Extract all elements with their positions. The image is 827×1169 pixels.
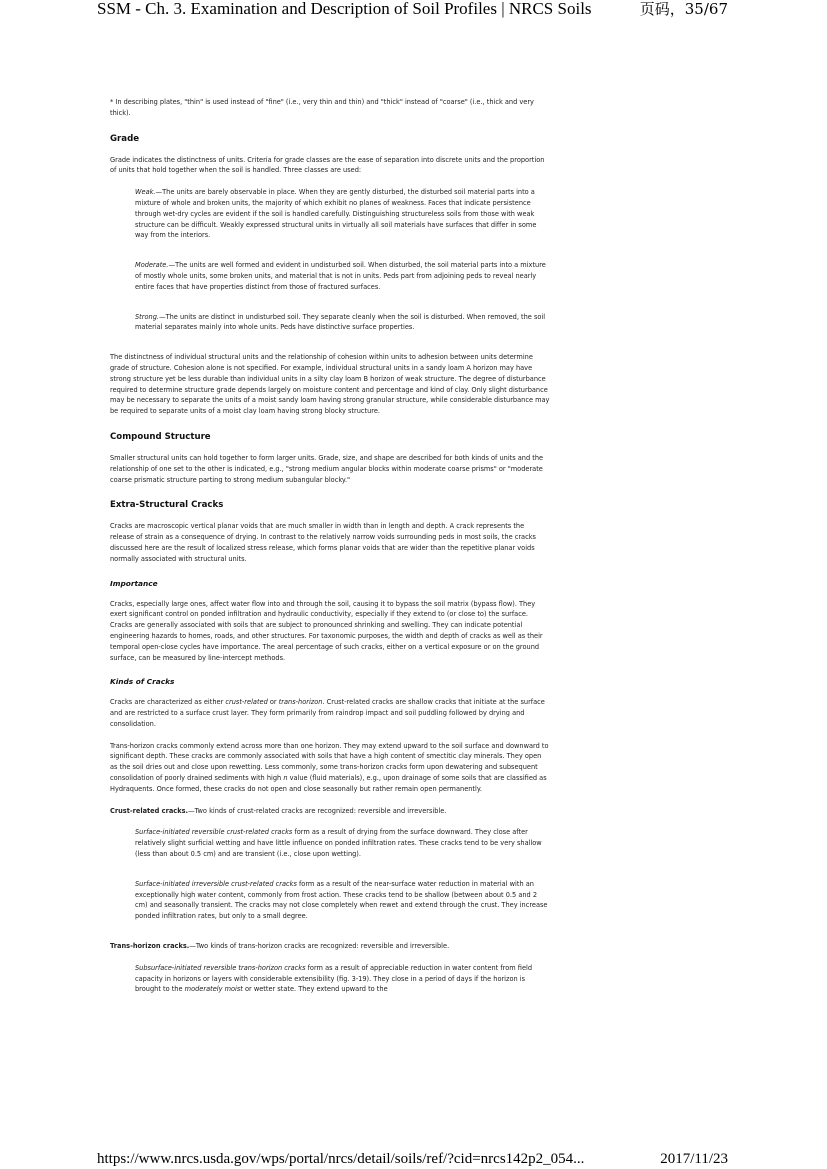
trans-horizon-label: Trans-horizon cracks. — [110, 942, 190, 951]
trans-horizon-label-text: —Two kinds of trans-horizon cracks are recognized: reversible and irreversible. — [189, 942, 450, 951]
n-value: n — [283, 774, 288, 783]
crust-reversible-term: Surface-initiated reversible crust-related cracks — [135, 828, 293, 837]
crust-related-text: —Two kinds of crust-related cracks are recognized: reversible and irreversible. — [188, 806, 447, 815]
crust-related-label: Crust-related cracks. — [110, 806, 189, 815]
page-url: https://www.nrcs.usda.gov/wps/portal/nrcs/detail/soils/ref/?cid=nrcs142p2_054... — [97, 1151, 585, 1167]
crust-related-paragraph — [110, 806, 550, 817]
strong-text: —The units are distinct in undisturbed soil. They separate cleanly when the soil is disturbed. When removed, the soil material separates mainly into whole units. Peds have distinctive surface properties. — [135, 312, 546, 332]
kinds-text — [110, 697, 550, 729]
grade-closing: The distinctness of individual structural units and the relationship of cohesion within units to adhesion between units determine grade of structure. Cohesion alone is not specified. For example, individual structural units in a sandy loam A horizon may have strong structure yet be less durable than individual units in a silty clay loam B horizon of weak structure. The degree of disturbance required to determine structure grade depends largely on moisture content and percentage and kind of clay. Only slight disturbance may be necessary to separate the units of a moist sandy loam having strong granular structure, while considerable disturbance may be required to separate units of a moist clay loam having strong blocky structure. — [110, 353, 550, 416]
kinds-heading: Kinds of Cracks — [110, 677, 175, 687]
importance-heading: Importance — [110, 578, 158, 588]
moderate-text: —The units are well formed and evident in undisturbed soil. When disturbed, the soil material parts into a mixture of mostly whole units, some broken units, and material that is not in units. Peds part from adjoining peds to reveal nearly entire faces that have properties distinct from those of fractured surfaces. — [135, 261, 546, 291]
kinds-text-c: or — [267, 698, 279, 707]
crust-irreversible-text: form as a result of the near-surface water reduction in material with an exceptionally high water content, commonly from frost action. These cracks tend to be shallow (between about 0.5 and 2 cm) and seasonally transient. The cracks may not close completely when rewet and extend through the crust. They increase ponded infiltration rates, but only to a small degree. — [135, 879, 548, 921]
compound-text: Smaller structural units can hold together to form larger units. Grade, size, and shape are described for both kinds of units and the relationship of one set to the other is indicated, e.g., "strong medium angular blocks within moderate coarse prisms" or "moderate coarse prismatic structure parting to strong medium subangular blocky." — [110, 453, 544, 484]
page-number: 页码，35/67 — [639, 0, 728, 18]
kinds-text-e: . Crust-related cracks are shallow cracks that initiate at the surface and are restricted to a surface crust layer. They form primarily from raindrop impact and soil puddling followed by drying and consolidation. — [110, 698, 545, 728]
cracks-text: Cracks are macroscopic vertical planar voids that are much smaller in width than in length and depth. A crack represents the release of strain as a consequence of drying. In contrast to the relatively narrow voids surrounding peds in most soils, the cracks discussed here are the result of localized stress release, which forms planar voids that are wider than the repetitive planar voids normally associated with structural units. — [110, 522, 536, 563]
compound-heading: Compound Structure — [110, 431, 211, 442]
crust-reversible — [135, 827, 550, 859]
trans-horizon-term: trans-horizon — [278, 698, 323, 707]
moderate-term: Moderate. — [135, 261, 169, 270]
trans-text-b: value (fluid materials), e.g., upon drainage of some soils that are classified as Hydraquents. Once formed, these cracks do not open and close seasonally but rather remain open permanently. — [110, 774, 547, 793]
subsurface-text-c: or wetter state. They extend upward to the — [242, 985, 388, 994]
print-date: 2017/11/23 — [660, 1151, 728, 1167]
weak-text: —The units are barely observable in place. When they are gently disturbed, the disturbed soil material parts into a mixture of whole and broken units, the majority of which exhibit no planes of weakness. Faces that indicate persistence through wet-dry cycles are evident if the soil is handled carefully. Distinguishing structureless soils from those with weak structure can be difficult. Weakly expressed structural units in virtually all soil materials have surfaces that differ in some way from the interiors. — [135, 188, 537, 240]
grade-heading: Grade — [110, 133, 140, 144]
trans-text-a: Trans-horizon cracks commonly extend across more than one horizon. They may extend upward to the soil surface and downward to significant depth. These cracks are commonly associated with soils that have a high content of smectitic clay minerals. They open as the soil dries out and close upon rewetting. Less commonly, some trans-horizon cracks form upon dewatering and subsequent consolidation of poorly drained sediments with high — [110, 741, 549, 783]
crust-reversible-text: form as a result of drying from the surface downward. They close after relatively slight surficial wetting and have little influence on ponded infiltration rates. These cracks tend to be very shallow (less than about 0.5 cm) and are transient (i.e., close upon wetting). — [135, 828, 542, 859]
crust-irreversible-term: Surface-initiated irreversible crust-related cracks — [135, 879, 297, 888]
grade-weak — [135, 187, 550, 241]
subsurface-reversible-term: Subsurface-initiated reversible trans-horizon cracks — [135, 963, 306, 972]
subsurface-reversible — [135, 963, 550, 995]
kinds-text-a: Cracks are characterized as either — [110, 698, 226, 707]
importance-text: Cracks, especially large ones, affect water flow into and through the soil, causing it to bypass the soil matrix (bypass flow). They exert significant control on ponded infiltration and hydraulic conductivity, especially if they extend to (or close to) the surface. Cracks are generally associated with soils that are subject to pronounced shrinking and swelling. They can indicate potential engineering hazards to homes, roads, and other structures. For taxonomic purposes, the width and depth of cracks as well as their temporal open-close cycles have importance. The areal percentage of such cracks, either on a vertical exposure or on the ground surface, can be measured by line-intercept methods. — [110, 599, 543, 662]
document-body — [110, 97, 550, 995]
strong-term: Strong. — [135, 312, 159, 321]
footnote: * In describing plates, "thin" is used instead of "fine" (i.e., very thin and thin) and "thick" instead of "coarse" (i.e., thick and very thick). — [110, 98, 534, 117]
moderately-moist-term: moderately moist — [184, 985, 243, 994]
trans-horizon-paragraph — [110, 941, 550, 952]
trans-horizon-text — [110, 741, 550, 795]
weak-term: Weak. — [135, 188, 156, 197]
grade-strong — [135, 312, 550, 334]
page-header-title: SSM - Ch. 3. Examination and Description of Soil Profiles | NRCS Soils — [97, 0, 592, 18]
crust-related-term: crust-related — [225, 698, 268, 707]
cracks-heading: Extra-Structural Cracks — [110, 500, 224, 511]
subsurface-text-a: form as a result of appreciable reduction in water content from field capacity in horizons or layers with considerable extensibility (fig. 3-19). They close in a period of days if the horizon is brought to the — [135, 963, 533, 994]
grade-intro: Grade indicates the distinctness of units. Criteria for grade classes are the ease of separation into discrete units and the proportion of units that hold together when the soil is handled. Three classes are used: — [110, 155, 545, 175]
grade-moderate — [135, 260, 550, 292]
crust-irreversible — [135, 879, 550, 922]
